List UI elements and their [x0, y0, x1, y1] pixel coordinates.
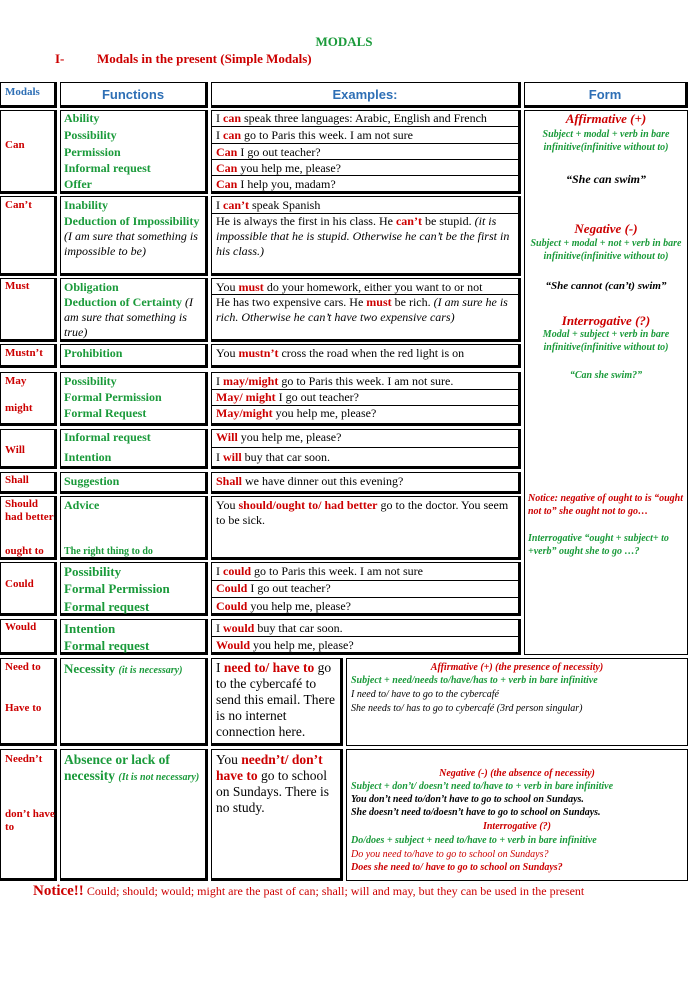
neednt-int-ex2: Does she need to/ have to go to school on Sundays?: [351, 862, 563, 873]
fn-possibility: Possibility: [64, 128, 117, 142]
modal-cell-can: [0, 110, 57, 194]
modal-cant: Can’t: [5, 199, 32, 211]
modal-neednt: Needn’t: [5, 753, 43, 765]
ex-must2: He has two expensive cars. He must be rich. (I am sure he is rich. Otherwise he can’t have two expensive cars): [216, 295, 508, 324]
ex-may1: I may/might go to Paris this week. I am not sure.: [216, 374, 454, 388]
neednt-int-rule: Do/does + subject + need to/have to + verb in bare infinitive: [351, 835, 597, 846]
form-neg-example: “She cannot (can’t) swim”: [545, 280, 667, 292]
fn-inability: Inability: [64, 198, 109, 212]
neednt-int-title: Interrogative (?): [482, 821, 552, 832]
form-int-example: “Can she swim?”: [569, 370, 643, 381]
form-cell: [524, 110, 688, 655]
modal-could: Could: [5, 578, 34, 590]
ex-can1: I can speak three languages: Arabic, English and French: [216, 111, 487, 125]
fn-deduction-certainty-block: [64, 295, 204, 340]
ex-can2: I can go to Paris this week. I am not sure: [216, 128, 413, 142]
ex-will1: Will you help me, please?: [216, 430, 342, 444]
ex-can5: Can I help you, madam?: [216, 177, 336, 191]
ex-need1: I need to/ have to go to the cybercafé to send this email. There is no internet connection here.: [216, 660, 335, 739]
modal-can: Can: [5, 139, 25, 151]
fn-deduction-certainty: Deduction of Certainty: [64, 295, 182, 309]
need-aff-ex1: I need to/ have to go to the cybercafé: [351, 689, 499, 700]
fn-could-possibility: Possibility: [64, 564, 122, 579]
ex-could1: I could go to Paris this week. I am not sure: [216, 564, 423, 578]
ex-could3: Could you help me, please?: [216, 599, 351, 613]
ex-may2: May/ might I go out teacher?: [216, 390, 359, 404]
section-number: I-: [55, 51, 65, 66]
header-examples: Examples:: [211, 82, 521, 108]
header-modals-cell: [0, 82, 57, 108]
modal-may: May: [5, 375, 27, 387]
fn-necessity-block: [64, 661, 204, 678]
fn-absence: Absence or lack of necessity: [64, 752, 170, 783]
fn-absence-block: [64, 752, 204, 786]
ex-can4: Can you help me, please?: [216, 161, 341, 175]
section-title: Modals in the present (Simple Modals): [97, 51, 312, 66]
fn-deduction-certainty-note: (I am sure that something is true): [64, 295, 193, 339]
modal-have-to: Have to: [5, 702, 42, 714]
modal-will: Will: [5, 444, 25, 456]
fn-deduction-impossibility-block: [64, 214, 202, 259]
ex-should1: You should/ought to/ had better go to the doctor. You seem to be sick.: [216, 498, 509, 527]
need-aff-rule: Subject + need/needs to/have/has to + verb in bare infinitive: [351, 675, 598, 686]
neednt-neg-title: Negative (-) (the absence of necessity): [439, 768, 595, 779]
notice-label: Notice!!: [33, 883, 84, 899]
fn-could-formal-permission: Formal Permission: [64, 581, 170, 596]
fn-obligation: Obligation: [64, 280, 119, 294]
ex-may3: May/might you help me, please?: [216, 406, 377, 420]
modal-mustnt: Mustn’t: [5, 347, 43, 359]
form-int-rule: Modal + subject + verb in bare infinitive(infinitive without to): [542, 329, 670, 353]
fn-may-possibility: Possibility: [64, 374, 117, 388]
form-aff-example: “She can swim”: [565, 172, 646, 186]
ex-must1: You must do your homework, either you want to or not: [216, 280, 483, 294]
form-notice-2: Interrogative “ought + subject+ to +verb” ought she to go …?: [528, 533, 669, 557]
fn-formal-permission: Formal Permission: [64, 390, 162, 404]
ex-will2: I will buy that car soon.: [216, 450, 330, 464]
need-aff-title: Affirmative (+) (the presence of necessity): [430, 662, 604, 673]
fn-permission: Permission: [64, 145, 121, 159]
fn-could-formal-request: Formal request: [64, 599, 150, 614]
neednt-neg-ex1: You don’t need to/don’t have to go to school on Sundays.: [351, 794, 584, 805]
notice-text: Could; should; would; might are the past of can; shall; will and may, but they can be used in the present: [86, 884, 585, 898]
fn-ability: Ability: [64, 111, 100, 125]
modal-need-to: Need to: [5, 661, 41, 673]
fn-would-intention: Intention: [64, 621, 116, 636]
fn-deduction-impossibility: Deduction of Impossibility: [64, 214, 200, 228]
fn-right-thing: The right thing to do: [64, 546, 153, 557]
form-neg-title: Negative (-): [574, 221, 638, 236]
neednt-neg-rule: Subject + don’t/ doesn’t need to/have to + verb in bare infinitive: [351, 781, 614, 792]
page-title: MODALS: [315, 34, 373, 49]
ex-can3: Can I go out teacher?: [216, 145, 321, 159]
need-aff-ex2: She needs to/ has to go to cybercafé (3rd person singular): [351, 703, 583, 714]
fn-formal-request: Formal Request: [64, 406, 147, 420]
fn-informal-request: Informal request: [64, 161, 151, 175]
modal-ought-to: ought to: [5, 545, 44, 557]
fn-absence-note: (It is not necessary): [118, 772, 200, 783]
fn-necessity-note: (it is necessary): [118, 665, 183, 676]
modal-might: might: [5, 402, 33, 414]
modal-would: Would: [5, 621, 37, 633]
modal-must: Must: [5, 280, 30, 292]
notice-line: [33, 883, 584, 900]
fn-will-informal-request: Informal request: [64, 430, 151, 444]
fn-intention: Intention: [64, 450, 112, 464]
fn-offer: Offer: [64, 177, 92, 191]
header-functions: Functions: [60, 82, 208, 108]
ex-cant1: I can’t speak Spanish: [216, 198, 321, 212]
ex-cant2: He is always the first in his class. He can’t be stupid. (it is impossible that he is stupid. Otherwise he can’t be the first in his class.): [216, 214, 510, 258]
header-modals: Modals: [5, 86, 40, 98]
modal-had-better: had better: [5, 511, 54, 523]
fn-suggestion: Suggestion: [64, 474, 120, 488]
fn-prohibition: Prohibition: [64, 346, 123, 360]
ex-mustnt1: You mustn’t cross the road when the red light is on: [216, 346, 465, 360]
neednt-neg-ex2: She doesn’t need to/doesn’t have to go to school on Sundays.: [351, 807, 601, 818]
ex-could2: Could I go out teacher?: [216, 581, 331, 595]
fn-deduction-impossibility-note: (I am sure that something is impossible to be): [64, 229, 198, 258]
ex-would1: I would buy that car soon.: [216, 621, 343, 635]
fn-advice: Advice: [64, 498, 100, 512]
neednt-int-ex1: Do you need to/have to go to school on Sundays?: [351, 849, 549, 860]
header-form: Form: [524, 82, 688, 108]
form-neg-rule: Subject + modal + not + verb in bare infinitive(infinitive without to): [530, 238, 682, 262]
ex-shall1: Shall we have dinner out this evening?: [216, 474, 404, 488]
fn-necessity: Necessity: [64, 661, 116, 676]
form-int-title: Interrogative (?): [561, 313, 651, 328]
modal-dont-have-to: don’t have to: [5, 808, 55, 833]
modal-shall: Shall: [5, 474, 29, 486]
form-notice: Notice: negative of ought to is “ought not to” she ought not to go…: [528, 493, 683, 517]
ex-neednt1: You needn’t/ don’t have to go to school on Sundays. There is no study.: [216, 752, 329, 815]
form-aff-rule: Subject + modal + verb in bare infinitive(infinitive without to): [542, 129, 670, 153]
modal-should: Should: [5, 498, 39, 510]
fn-would-formal-request: Formal request: [64, 638, 150, 653]
form-aff-title: Affirmative (+): [565, 111, 647, 126]
ex-would2: Would you help me, please?: [216, 638, 354, 652]
